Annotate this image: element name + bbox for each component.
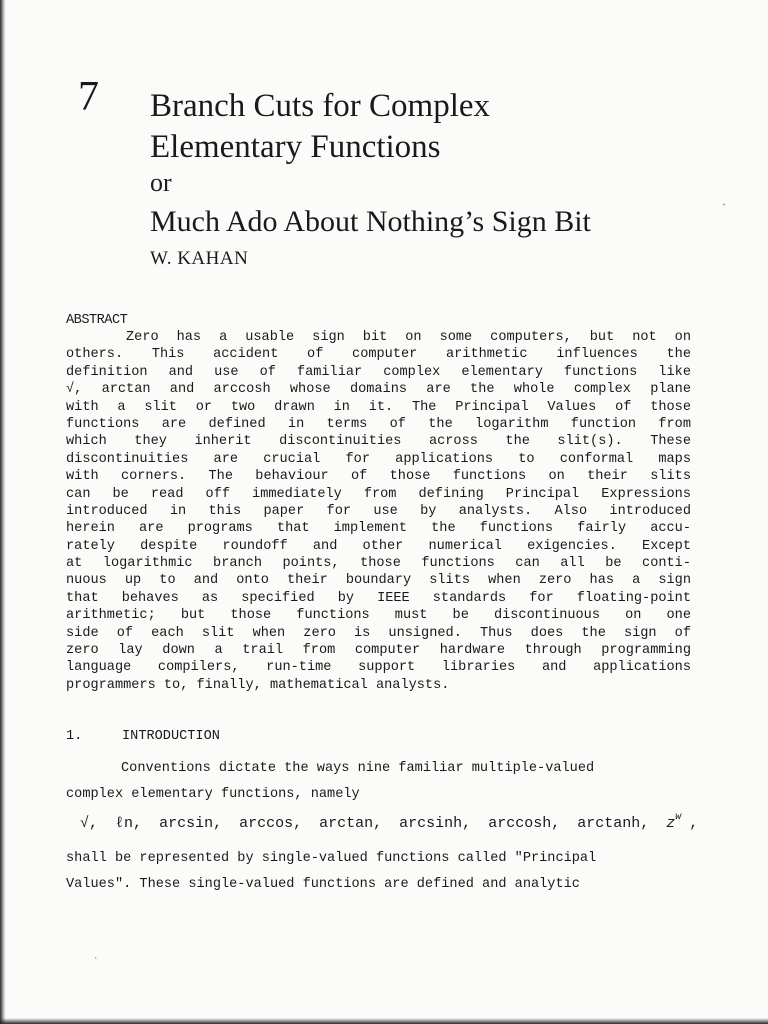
power-tail: , (689, 815, 699, 832)
abstract-line: definition and use of familiar complex elementary functions like (66, 364, 691, 380)
abstract-line: introduced in this paper for use by analysts. Also introduced (66, 503, 691, 519)
page-edge-shadow (0, 0, 6, 1024)
function-arcsinh: arcsinh, (399, 815, 472, 832)
stray-mark: ˴ (94, 952, 98, 963)
subtitle: Much Ado About Nothing’s Sign Bit (150, 205, 591, 238)
abstract-line: Zero has a usable sign bit on some computers, but not on (126, 330, 691, 345)
function-arccos: arccos, (239, 815, 303, 832)
abstract-line: discontinuities are crucial for applications to conformal maps (66, 451, 691, 467)
intro-line: Values". These single-valued functions are defined and analytic (66, 877, 580, 892)
abstract-line: which they inherit discontinuities across the slit(s). These (66, 434, 691, 450)
title-block (150, 86, 730, 274)
author: W. KAHAN (150, 248, 249, 269)
abstract-line: programmers to, finally, mathematical analysts. (66, 677, 450, 693)
title-line-2: Elementary Functions (150, 129, 441, 165)
title-line-1: Branch Cuts for Complex (150, 88, 491, 124)
function-sqrt: √, (80, 815, 99, 832)
title-or: or (150, 168, 172, 197)
section-heading (66, 728, 691, 746)
page-bottom-shadow (0, 1018, 768, 1024)
abstract-line: can be read off immediately from defining Principal Expressions (66, 486, 691, 502)
abstract-line: with a slit or two drawn in it. The Principal Values of those (66, 399, 691, 415)
function-arccosh: arccosh, (488, 815, 561, 832)
abstract-line: rately despite roundoff and other numerical exigencies. Except (66, 538, 691, 554)
abstract (66, 313, 691, 694)
abstract-line: √, arctan and arccosh whose domains are the whole complex plane (66, 382, 691, 398)
power-base: z (666, 815, 676, 832)
function-arctan: arctan, (319, 815, 383, 832)
abstract-line: at logarithmic branch points, those functions can all be conti- (66, 556, 691, 572)
abstract-line: that behaves as specified by IEEE standards for floating-point (66, 590, 691, 606)
power-exponent: w (675, 812, 682, 823)
abstract-heading: ABSTRACT (66, 313, 128, 328)
section-title: INTRODUCTION (122, 729, 220, 744)
abstract-line: with corners. The behaviour of those functions on their slits (66, 469, 691, 485)
abstract-line: others. This accident of computer arithmetic influences the (66, 347, 691, 363)
introduction-continued (66, 846, 691, 898)
function-arcsin: arcsin, (159, 815, 223, 832)
function-power (666, 812, 706, 832)
function-ln: ℓn, (115, 815, 143, 832)
intro-line: shall be represented by single-valued functions called "Principal (66, 851, 597, 866)
abstract-line: zero lay down a trail from computer hardware through programming (66, 643, 691, 659)
function-list (80, 812, 699, 832)
abstract-line: functions are defined in terms of the logarithm function from (66, 416, 691, 432)
intro-line: Conventions dictate the ways nine familiar multiple-valued (121, 761, 595, 776)
abstract-line: herein are programs that implement the functions fairly accu- (66, 521, 691, 537)
chapter-number: 7 (78, 74, 99, 120)
intro-line: complex elementary functions, namely (66, 787, 360, 802)
abstract-line: language compilers, run-time support libraries and applications (66, 660, 691, 676)
function-arctanh: arctanh, (577, 815, 650, 832)
abstract-line: arithmetic; but those functions must be discontinuous on one (66, 608, 691, 624)
abstract-line: side of each slit when zero is unsigned. Thus does the sign of (66, 625, 691, 641)
introduction-section (66, 728, 691, 808)
stray-mark: ˏ (722, 192, 726, 206)
section-number: 1. (66, 729, 83, 744)
abstract-line: nuous up to and onto their boundary slits when zero has a sign (66, 573, 691, 589)
